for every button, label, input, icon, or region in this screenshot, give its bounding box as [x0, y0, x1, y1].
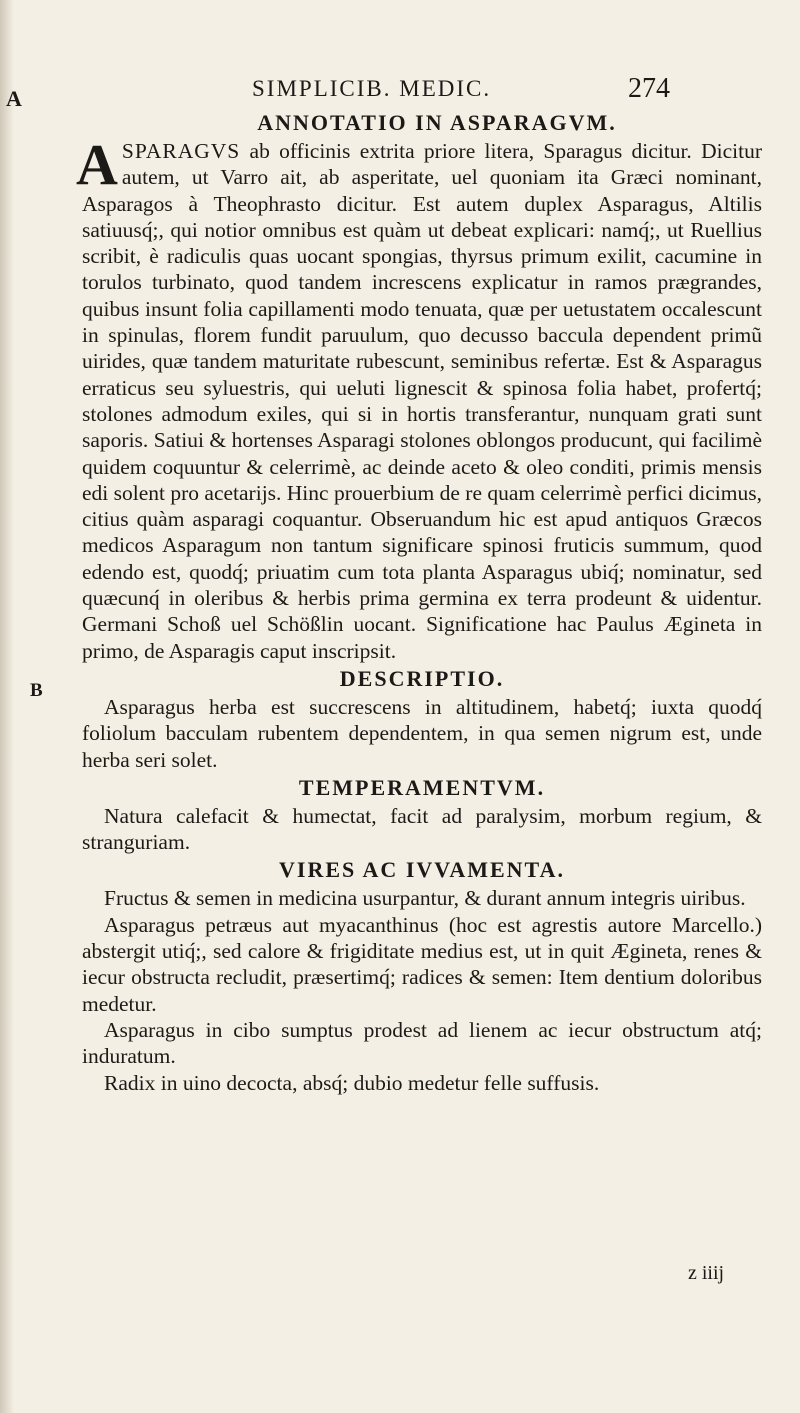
margin-letter-a: A — [6, 86, 22, 111]
page-binding-shadow — [0, 0, 14, 1413]
paragraph-descriptio: Asparagus herba est succrescens in altitudinem, habetq́; iuxta quodq́ foliolum bacculam rubentem dependentem, in qua semen nigrum est, unde herba seri solet. — [82, 694, 762, 772]
drop-cap: A — [76, 132, 118, 197]
section-title-temperamentum: TEMPERAMENTVM. — [298, 774, 546, 800]
margin-letter-b: B — [30, 680, 43, 701]
page-number: 274 — [628, 73, 670, 104]
paragraph-vires-1: Fructus & semen in medicina usurpantur, & durant annum integris uiribus. — [104, 886, 746, 911]
main-text — [76, 108, 762, 1096]
lead-word: SPARAGVS — [121, 139, 241, 163]
paragraph-vires-2: Asparagus petræus aut myacanthinus (hoc est agrestis autore Marcello.) abstergit utiq́;, sed calore & frigiditate medius est, ut in quit Ægineta, renes & iecur obstructa recludit, præsertimq́; radices & semen: Item dentium doloribus medetur. — [82, 912, 762, 1016]
paragraph-temperamentum: Natura calefacit & humectat, facit ad paralysim, morbum regium, & stranguriam. — [82, 803, 762, 855]
section-title-descriptio: DESCRIPTIO. — [339, 665, 505, 691]
section-title-vires: VIRES AC IVVAMENTA. — [279, 857, 565, 883]
paragraph-vires-3: Asparagus in cibo sumptus prodest ad lienem ac iecur obstructum atq́; induratum. — [82, 1017, 762, 1069]
section-title-annotatio: ANNOTATIO IN ASPARAGVM. — [257, 110, 617, 135]
signature-mark: z iiij — [688, 1262, 725, 1284]
paragraph-text: ab officinis extrita priore litera, Sparagus dicitur. Dicitur autem, ut Varro ait, ab asperitate, uel quoniam ita Græci nominant, Asparagos à Theophrasto dicitur. Est autem duplex Asparagus, Altilis satiuusq́;, qui notior omnibus est quàm ut debeat explicari: namq́;, ut Ruellius scribit, è radiculis quas uocant spongias, thyrsus primum exilit, cacumine in torulos turbinato, quod tandem increscens explicatur in ramos prægrandes, quibus insunt folia capillamenti modo tenuata, quæ per uetustatem occalescunt in spinulas, florem fundit paruulum, quo decusso baccula dependent primũ uirides, quæ tandem maturitate rubescunt, seminibus refertæ. Est & Asparagus erraticus seu syluestris, qui ueluti lignescit & spinosa folia habet, profertq́; stolones admodum exiles, qui si in hortis transferantur, nunquam grati sunt saporis. Satiui & hortenses Asparagi stolones oblongos producunt, qui facilimè quidem coquuntur & celerrimè, ac deinde aceto & oleo conditi, primis mensis edi solent pro acetarijs. Hinc prouerbium de re quam celerrimè perfici dicimus, citius quàm asparagi coquantur. Obseruandum hic est apud antiquos Græcos medicos Asparagum non tantum significare spinosi fruticis summum, quod edendo est, quodq́; priuatim cum tota planta Asparagus ubiq́; nominatur, sed quæcunq́ in oleribus & herbis prima germina ex terra prodeunt & uidentur. Germani Schoß uel Schößlin uocant. Significatione hac Paulus Ægineta in primo, de Asparagis caput inscripsit. — [82, 139, 762, 663]
paragraph-vires-4: Radix in uino decocta, absq́; dubio medetur felle suffusis. — [104, 1070, 600, 1095]
paragraph-annotatio — [76, 132, 762, 664]
running-head: SIMPLICIB. MEDIC. — [252, 76, 492, 101]
